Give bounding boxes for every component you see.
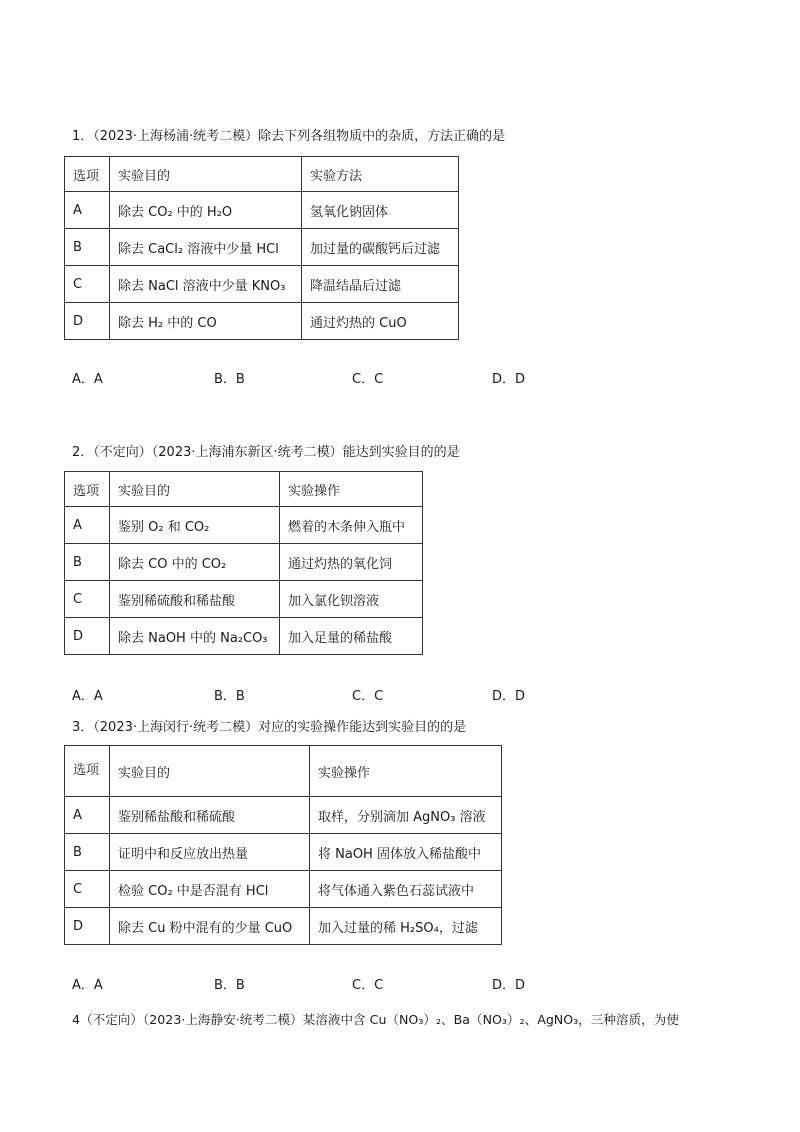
row-option: C (65, 581, 110, 618)
choice-a[interactable]: A．A (72, 978, 103, 993)
table-row (65, 834, 502, 871)
choice-c[interactable]: C．C (352, 978, 384, 993)
table-row (65, 192, 459, 229)
table-row (65, 544, 423, 581)
header-method: 实验操作 (280, 472, 423, 507)
row-method: 将 NaOH 固体放入稀盐酸中 (310, 834, 502, 871)
row-goal: 鉴别稀硫酸和稀盐酸 (110, 581, 280, 618)
table-header-row (65, 472, 423, 507)
row-goal: 除去 H₂ 中的 CO (110, 303, 302, 340)
header-method: 实验方法 (302, 157, 459, 192)
header-method: 实验操作 (310, 746, 502, 797)
row-option: A (65, 507, 110, 544)
row-option: A (65, 797, 110, 834)
row-goal: 除去 CO₂ 中的 H₂O (110, 192, 302, 229)
question-4-title: 4（不定向）（2023·上海静安·统考二模）某溶液中含 Cu（NO₃）₂、Ba（NO₃）₂、AgNO₃，三种溶质，为使 (72, 1012, 679, 1027)
row-option: B (65, 229, 110, 266)
table-header-row (65, 157, 459, 192)
row-method: 通过灼热的氧化饲 (280, 544, 423, 581)
header-option: 选项 (65, 157, 110, 192)
choice-d[interactable]: D．D (492, 689, 526, 704)
row-option: C (65, 871, 110, 908)
row-goal: 检验 CO₂ 中是否混有 HCl (110, 871, 310, 908)
choice-b[interactable]: B．B (214, 978, 245, 993)
row-goal: 鉴别稀盐酸和稀硫酸 (110, 797, 310, 834)
question-3-title: 3．（2023·上海闵行·统考二模）对应的实验操作能达到实验目的的是 (72, 720, 467, 735)
choice-b[interactable]: B．B (214, 689, 245, 704)
table-row (65, 797, 502, 834)
choice-a[interactable]: A．A (72, 689, 103, 704)
row-option: B (65, 834, 110, 871)
table-row (65, 507, 423, 544)
table-row (65, 908, 502, 945)
row-method: 降温结晶后过滤 (302, 266, 459, 303)
table-row (65, 618, 423, 655)
row-method: 加入氯化钡溶液 (280, 581, 423, 618)
header-option: 选项 (65, 746, 110, 797)
choice-d[interactable]: D．D (492, 372, 526, 387)
row-option: D (65, 618, 110, 655)
row-goal: 除去 NaCl 溶液中少量 KNO₃ (110, 266, 302, 303)
row-method: 氢氧化钠固体 (302, 192, 459, 229)
row-method: 将气体通入紫色石蕊试液中 (310, 871, 502, 908)
row-method: 通过灼热的 CuO (302, 303, 459, 340)
choice-a[interactable]: A．A (72, 372, 103, 387)
header-goal: 实验目的 (110, 746, 310, 797)
header-goal: 实验目的 (110, 472, 280, 507)
table-row (65, 303, 459, 340)
row-goal: 鉴别 O₂ 和 CO₂ (110, 507, 280, 544)
question-1-title: 1．（2023·上海杨浦·统考二模）除去下列各组物质中的杂质，方法正确的是 (72, 129, 506, 144)
question-3-table (64, 745, 502, 945)
row-option: C (65, 266, 110, 303)
question-1-table (64, 156, 459, 340)
choice-b[interactable]: B．B (214, 372, 245, 387)
row-option: D (65, 303, 110, 340)
row-method: 加入过量的稀 H₂SO₄，过滤 (310, 908, 502, 945)
table-row (65, 266, 459, 303)
header-goal: 实验目的 (110, 157, 302, 192)
table-row (65, 229, 459, 266)
row-goal: 除去 NaOH 中的 Na₂CO₃ (110, 618, 280, 655)
choice-d[interactable]: D．D (492, 978, 526, 993)
choice-c[interactable]: C．C (352, 689, 384, 704)
question-2-title: 2．（不定向）（2023·上海浦东新区·统考二模）能达到实验目的的是 (72, 445, 460, 460)
row-goal: 除去 CO 中的 CO₂ (110, 544, 280, 581)
row-method: 取样，分别滴加 AgNO₃ 溶液 (310, 797, 502, 834)
row-method: 加入足量的稀盐酸 (280, 618, 423, 655)
row-option: A (65, 192, 110, 229)
table-header-row (65, 746, 502, 797)
row-goal: 证明中和反应放出热量 (110, 834, 310, 871)
row-method: 加过量的碳酸钙后过滤 (302, 229, 459, 266)
table-row (65, 871, 502, 908)
row-goal: 除去 Cu 粉中混有的少量 CuO (110, 908, 310, 945)
row-option: D (65, 908, 110, 945)
header-option: 选项 (65, 472, 110, 507)
row-method: 燃着的木条伸入瓶中 (280, 507, 423, 544)
choice-c[interactable]: C．C (352, 372, 384, 387)
table-row (65, 581, 423, 618)
row-option: B (65, 544, 110, 581)
question-2-table (64, 471, 423, 655)
row-goal: 除去 CaCl₂ 溶液中少量 HCl (110, 229, 302, 266)
